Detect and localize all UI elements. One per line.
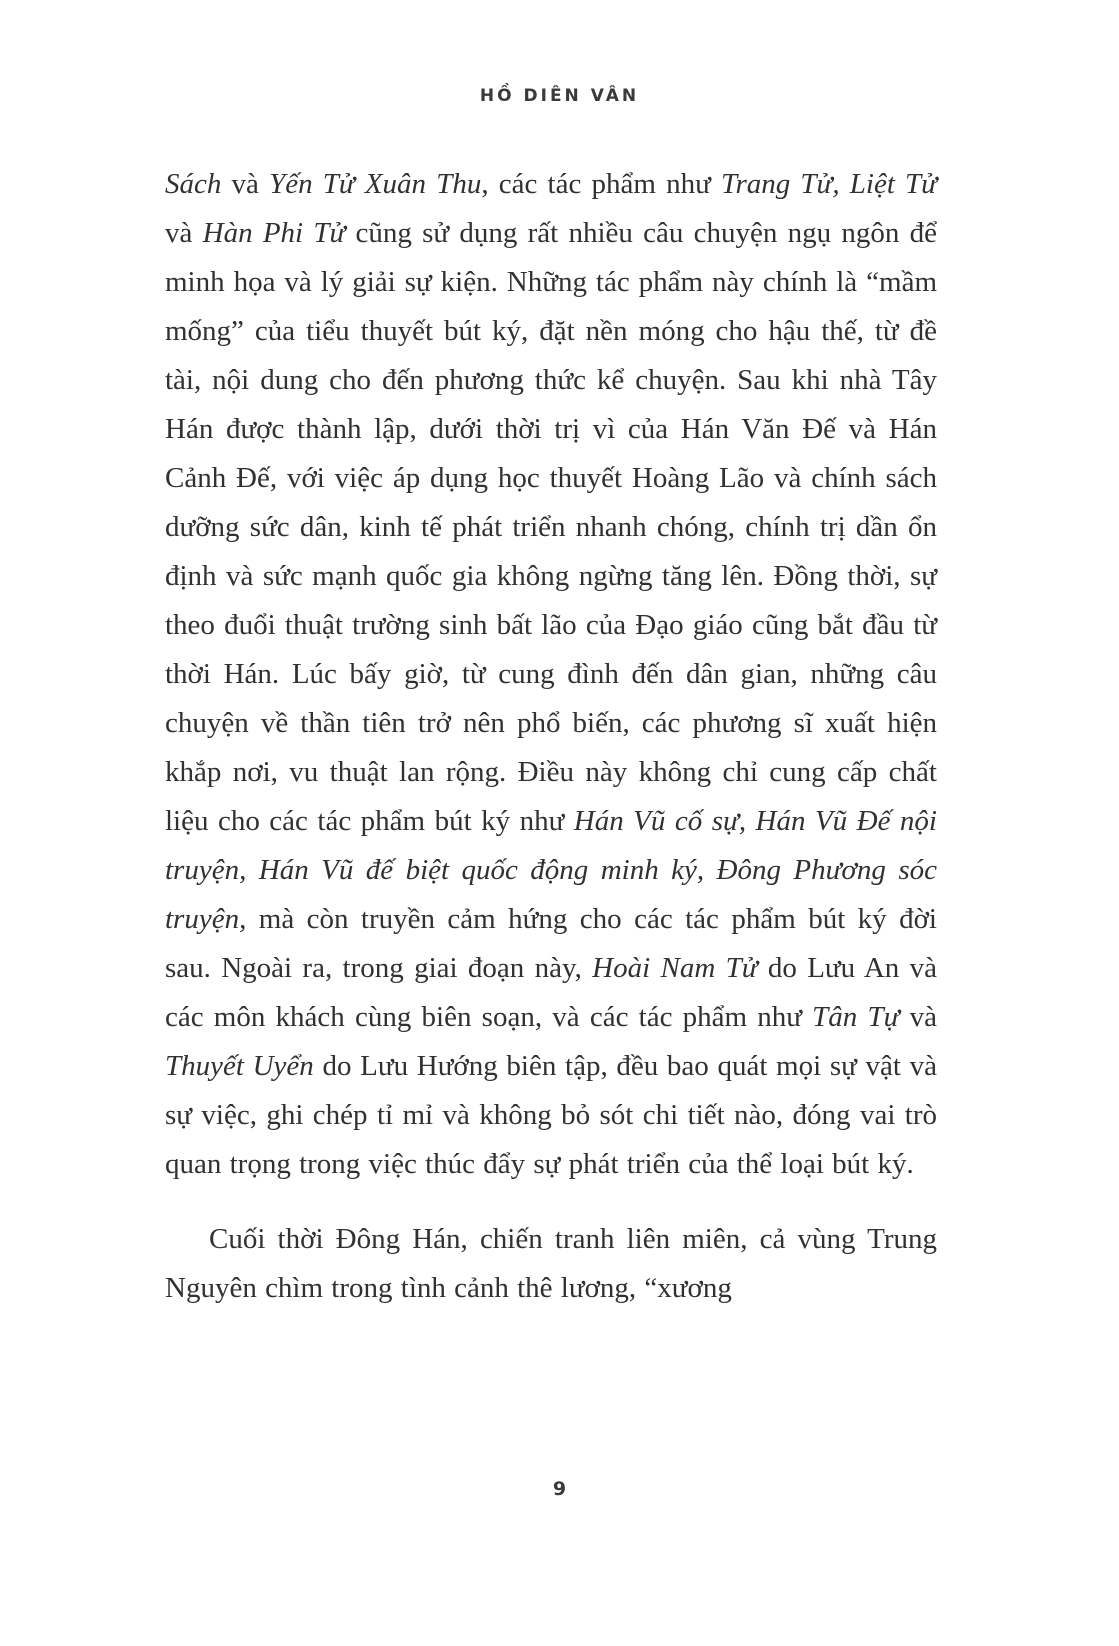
book-title-italic: Thuyết Uyển [165, 1050, 314, 1082]
text-run: mà còn truyền cảm hứng cho các tác phẩm bút ký đời sau. Ngoài ra, trong giai đoạn này, [165, 903, 937, 984]
page-number: 9 [552, 1478, 567, 1500]
paragraph [165, 160, 937, 1189]
text-run: và [165, 217, 203, 249]
book-title-italic: Yến Tử Xuân Thu [269, 168, 482, 200]
text-run: do Lưu An và các môn khách cùng biên soạn, và các tác phẩm như [165, 952, 937, 1033]
page-body [165, 160, 937, 1313]
text-run: cũng sử dụng rất nhiều câu chuyện ngụ ngôn để minh họa và lý giải sự kiện. Những tác phẩm này chính là “mầm mống” của tiểu thuyết bút ký, đặt nền móng cho hậu thế, từ đề tài, nội dung cho đến phương thức kể chuyện. Sau khi nhà Tây Hán được thành lập, dưới thời trị vì của Hán Văn Đế và Hán Cảnh Đế, với việc áp dụng học thuyết Hoàng Lão và chính sách dưỡng sức dân, kinh tế phát triển nhanh chóng, chính trị dần ổn định và sức mạnh quốc gia không ngừng tăng lên. Đồng thời, sự theo đuổi thuật trường sinh bất lão của Đạo giáo cũng bắt đầu từ thời Hán. Lúc bấy giờ, từ cung đình đến dân gian, những câu chuyện về thần tiên trở nên phổ biến, các phương sĩ xuất hiện khắp nơi, vu thuật lan rộng. Điều này không chỉ cung cấp chất liệu cho các tác phẩm bút ký như [165, 217, 937, 837]
text-run: và [221, 168, 270, 200]
text-run: , các tác phẩm như [481, 168, 721, 200]
text-run: do Lưu Hướng biên tập, đều bao quát mọi sự vật và sự việc, ghi chép tỉ mỉ và không bỏ sót chi tiết nào, đóng vai trò quan trọng trong việc thúc đẩy sự phát triển của thể loại bút ký. [165, 1050, 937, 1180]
book-title-italic: Tân Tự [812, 1001, 900, 1033]
book-title-italic: Hàn Phi Tử [202, 217, 346, 249]
text-run: và [899, 1001, 938, 1033]
text-run: Cuối thời Đông Hán, chiến tranh liên miên, cả vùng Trung Nguyên chìm trong tình cảnh thê lương, “xương [165, 1223, 937, 1304]
book-title-italic: Hán Vũ cố sự, Hán Vũ Đế nội truyện, Hán Vũ đế biệt quốc động minh ký, Đông Phương sóc truyện, [165, 805, 937, 935]
book-title-italic: Sách [165, 168, 222, 200]
book-title-italic: Hoài Nam Tử [592, 952, 758, 984]
paragraph [165, 1215, 937, 1313]
book-title-italic: Trang Tử, Liệt Tử [720, 168, 937, 200]
running-header: HỒ DIÊN VÂN [479, 86, 640, 106]
